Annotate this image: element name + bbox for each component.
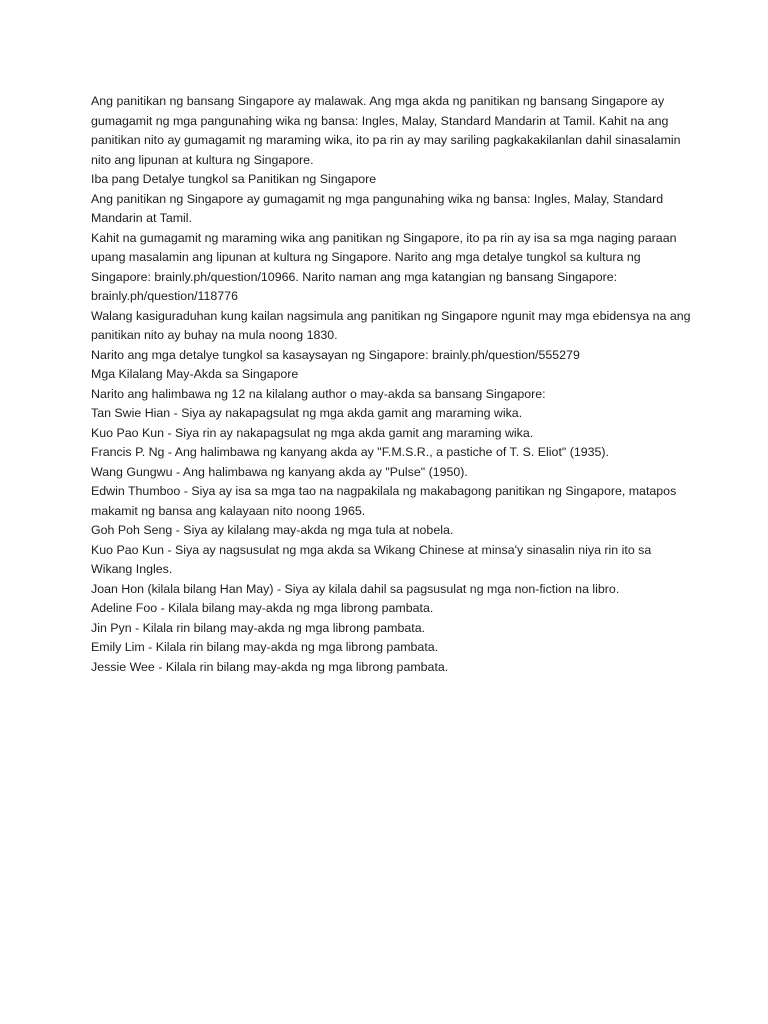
author-item: Wang Gungwu - Ang halimbawa ng kanyang akda ay "Pulse" (1950). <box>91 464 468 479</box>
author-item: Kuo Pao Kun - Siya ay nagsusulat ng mga akda sa Wikang Chinese at minsa'y sinasalin niya rin ito sa Wikang Ingles. <box>91 542 652 576</box>
author-item: Joan Hon (kilala bilang Han May) - Siya ay kilala dahil sa pagsusulat ng mga non-fiction na libro. <box>91 581 620 596</box>
document-body <box>91 92 691 677</box>
author-item: Goh Poh Seng - Siya ay kilalang may-akda ng mga tula at nobela. <box>91 523 454 537</box>
author-item: Emily Lim - Kilala rin bilang may-akda ng mga librong pambata. <box>91 640 439 654</box>
authors-intro: Narito ang halimbawa ng 12 na kilalang author o may-akda sa bansang Singapore: <box>91 386 546 401</box>
author-item: Adeline Foo - Kilala bilang may-akda ng mga librong pambata. <box>91 601 434 615</box>
author-item: Jin Pyn - Kilala rin bilang may-akda ng mga librong pambata. <box>91 620 426 635</box>
author-item: Edwin Thumboo - Siya ay isa sa mga tao na nagpakilala ng makabagong panitikan ng Singapore, matapos makamit ng bansa ang kalayaan nito noong 1965. <box>91 484 677 518</box>
paragraph-history-start: Walang kasiguraduhan kung kailan nagsimula ang panitikan ng Singapore ngunit may mga ebidensya na ang panitikan nito ay buhay na mula noong 1830. <box>91 308 691 342</box>
paragraph-history-link: Narito ang mga detalye tungkol sa kasaysayan ng Singapore: brainly.ph/question/555279 <box>91 347 580 362</box>
section-heading: Iba pang Detalye tungkol sa Panitikan ng Singapore <box>91 172 377 186</box>
author-item: Tan Swie Hian - Siya ay nakapagsulat ng mga akda gamit ang maraming wika. <box>91 406 523 420</box>
author-item: Jessie Wee - Kilala rin bilang may-akda ng mga librong pambata. <box>91 659 449 674</box>
paragraph-culture: Kahit na gumagamit ng maraming wika ang panitikan ng Singapore, ito pa rin ay isa sa mga naging paraan upang masalamin ang lipunan at kultura ng Singapore. Narito ang mga detalye tungkol sa kultura ng Singapore: brainly.ph/question/10966. Narito naman ang mga katangian ng bansang Singapore: brainly.ph/question/118776 <box>91 230 677 303</box>
authors-heading: Mga Kilalang May-Akda sa Singapore <box>91 367 299 381</box>
paragraph-languages: Ang panitikan ng Singapore ay gumagamit ng mga pangunahing wika ng bansa: Ingles, Malay, Standard Mandarin at Tamil. <box>91 191 664 225</box>
author-item: Kuo Pao Kun - Siya rin ay nakapagsulat ng mga akda gamit ang maraming wika. <box>91 425 534 440</box>
author-item: Francis P. Ng - Ang halimbawa ng kanyang akda ay "F.M.S.R., a pastiche of T. S. Eliot" (1935). <box>91 445 609 459</box>
intro-paragraph: Ang panitikan ng bansang Singapore ay malawak. Ang mga akda ng panitikan ng bansang Singapore ay gumagamit ng mga pangunahing wika ng bansa: Ingles, Malay, Standard Mandarin at Tamil. Kahit na ang panitikan nito ay gumagamit ng maraming wika, ito pa rin ay may sariling pagkakakilanlan dahil sinasalamin nito ang lipunan at kultura ng Singapore. <box>91 94 681 167</box>
